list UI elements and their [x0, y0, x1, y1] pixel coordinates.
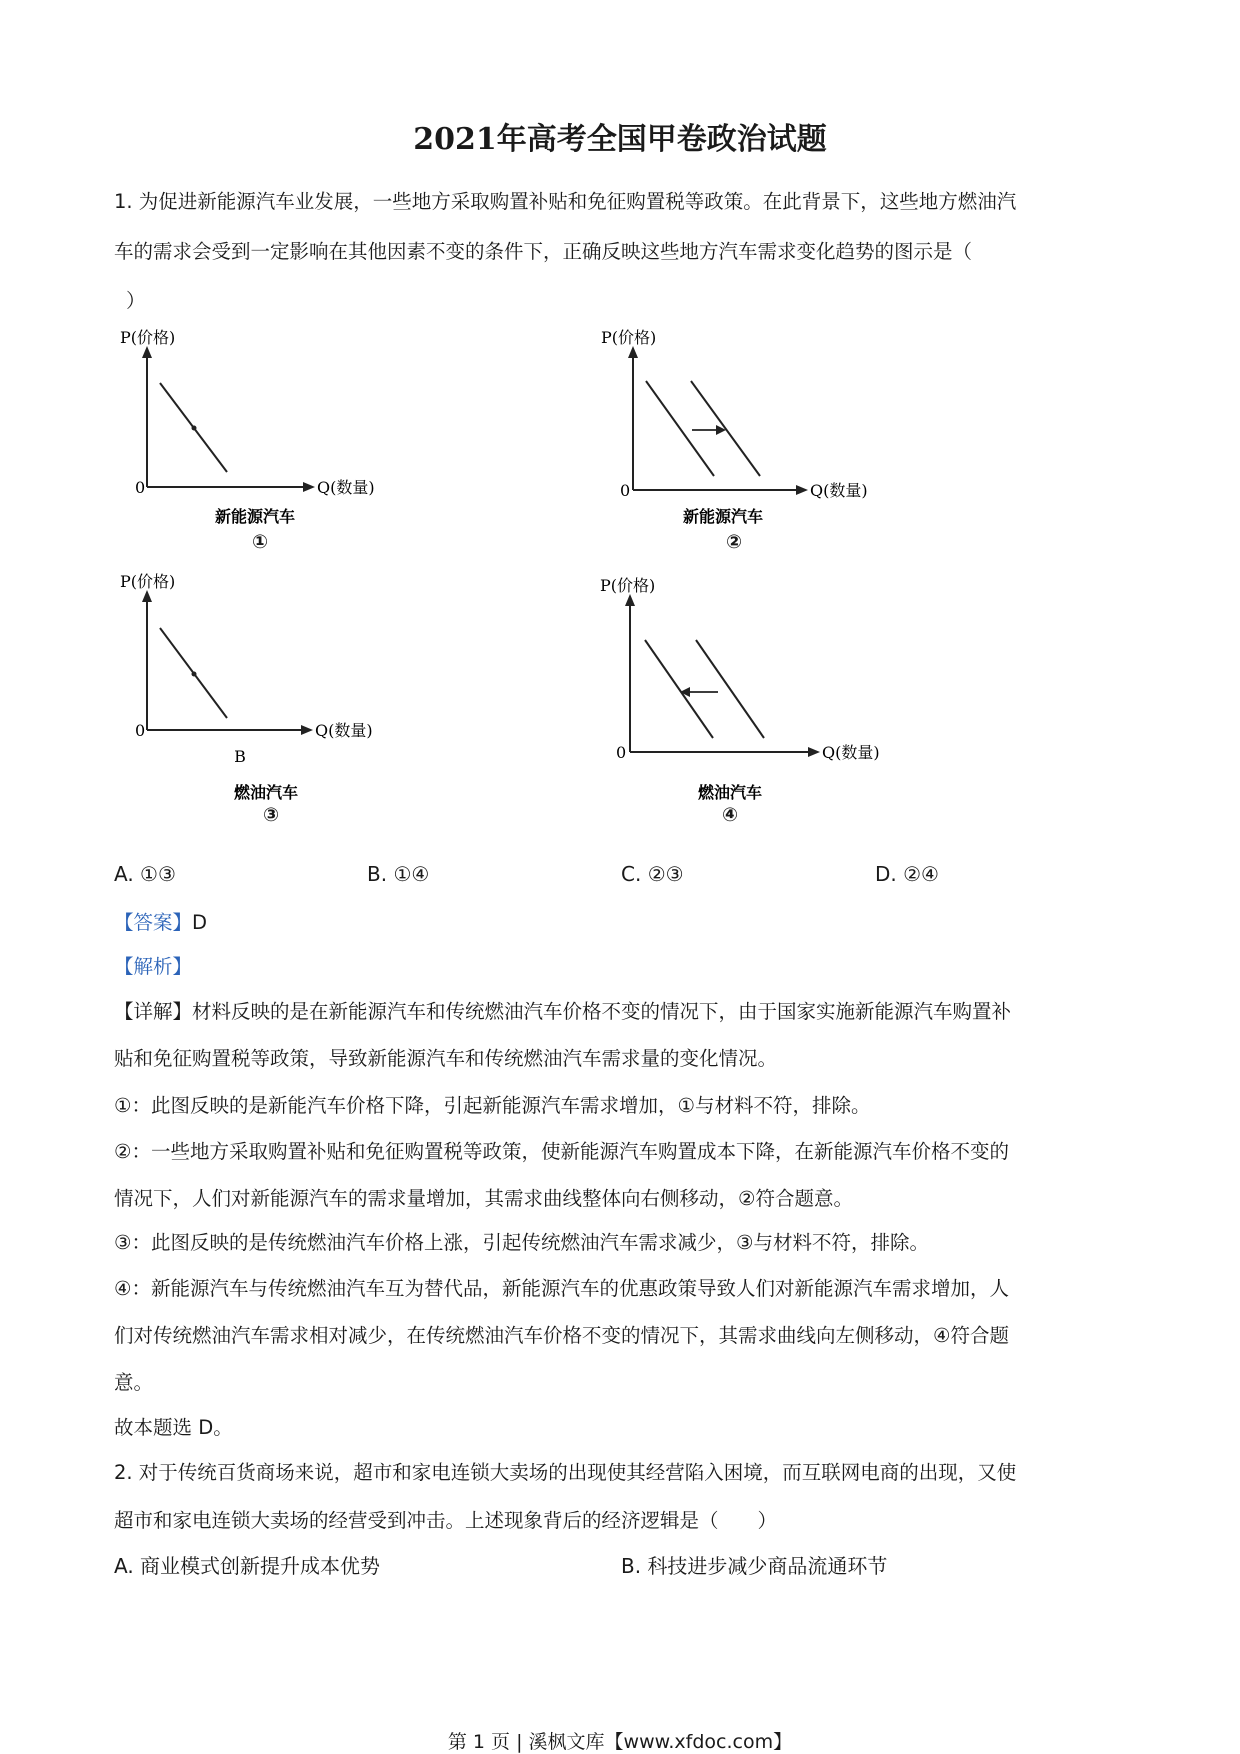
origin-label: 0 [616, 743, 627, 762]
graph-caption: 燃油汽车 [233, 783, 299, 802]
q1-stem-line-1: 1. 为促进新能源汽车业发展，一些地方采取购置补贴和免征购置税等政策。在此背景下，这些地方燃油汽 [114, 190, 1017, 213]
graph-number: ① [251, 531, 269, 553]
detail-line-2: 贴和免征购置税等政策，导致新能源汽车和传统燃油汽车需求量的变化情况。 [114, 1047, 778, 1070]
answer-tag: 【答案】 [114, 911, 193, 934]
page-footer: 第 1 页 | 溪枫文库【www.xfdoc.com】 [447, 1731, 793, 1753]
answer-line [114, 907, 207, 935]
option-d[interactable] [875, 862, 939, 886]
option-text: ①④ [393, 862, 430, 886]
quantity-axis-label: Q(数量) [315, 721, 373, 740]
detail-text: 材料反映的是在新能源汽车和传统燃油汽车价格不变的情况下，由于国家实施新能源汽车购置补 [192, 1000, 1012, 1023]
analysis-point-2-line-2: 情况下，人们对新能源汽车的需求量增加，其需求曲线整体向右侧移动，②符合题意。 [114, 1187, 853, 1210]
quantity-axis-label: Q(数量) [822, 743, 880, 762]
graph-extra-label: B [234, 747, 246, 766]
option-letter: A. [114, 862, 134, 886]
option-letter: B. [621, 1554, 642, 1578]
graph-caption: 燃油汽车 [697, 783, 763, 802]
demand-graph-1 [115, 326, 405, 553]
option-text: 商业模式创新提升成本优势 [140, 1554, 381, 1578]
demand-graph-3 [115, 572, 405, 832]
graph-caption: 新能源汽车 [214, 507, 296, 526]
option-text: ②③ [647, 862, 684, 886]
demand-graph-2 [598, 326, 888, 553]
price-axis-label: P(价格) [600, 576, 656, 595]
graph-number: ② [725, 531, 743, 553]
graph-caption: 新能源汽车 [682, 507, 764, 526]
option-letter: A. [114, 1554, 134, 1578]
analysis-point-4-line-1: ④：新能源汽车与传统燃油汽车互为替代品，新能源汽车的优惠政策导致人们对新能源汽车需求增加，人 [114, 1277, 1009, 1300]
quantity-axis-label: Q(数量) [317, 478, 375, 497]
origin-label: 0 [620, 481, 631, 500]
analysis-point-2-line-1: ②：一些地方采取购置补贴和免征购置税等政策，使新能源汽车购置成本下降，在新能源汽车价格不变的 [114, 1140, 1009, 1163]
option-letter: D. [875, 862, 897, 886]
analysis-point-4-line-2: 们对传统燃油汽车需求相对减少，在传统燃油汽车价格不变的情况下，其需求曲线向左侧移动，④符合题 [114, 1324, 1009, 1347]
origin-label: 0 [135, 721, 146, 740]
option-letter: B. [367, 862, 388, 886]
analysis-tag: 【解析】 [114, 955, 193, 978]
quantity-axis-label: Q(数量) [810, 481, 868, 500]
price-axis-label: P(价格) [120, 328, 176, 347]
detail-line-1 [114, 996, 1011, 1024]
demand-graph-4 [600, 574, 900, 834]
conclusion: 故本题选 D。 [114, 1416, 233, 1439]
graph-number: ④ [721, 804, 739, 826]
graph-number: ③ [262, 804, 280, 826]
detail-tag: 【详解】 [114, 1000, 193, 1023]
answer-value: D [192, 911, 208, 934]
q2-stem-line-2: 超市和家电连锁大卖场的经营受到冲击。上述现象背后的经济逻辑是（ ） [114, 1509, 778, 1532]
analysis-point-3: ③：此图反映的是传统燃油汽车价格上涨，引起传统燃油汽车需求减少，③与材料不符，排除。 [114, 1231, 929, 1254]
analysis-point-4-line-3: 意。 [114, 1371, 154, 1394]
price-axis-label: P(价格) [601, 328, 657, 347]
option-letter: C. [621, 862, 642, 886]
analysis-point-1: ①：此图反映的是新能汽车价格下降，引起新能源汽车需求增加，①与材料不符，排除。 [114, 1094, 871, 1117]
option-text: 科技进步减少商品流通环节 [647, 1554, 888, 1578]
q1-stem-line-2: 车的需求会受到一定影响在其他因素不变的条件下，正确反映这些地方汽车需求变化趋势的图示是（ [114, 240, 973, 263]
q2-option-a[interactable] [114, 1550, 380, 1579]
page-title: 2021年高考全国甲卷政治试题 [413, 122, 827, 157]
q2-option-b[interactable] [621, 1550, 887, 1579]
q1-stem-line-3: ） [126, 289, 146, 312]
option-c[interactable] [621, 862, 684, 886]
option-text: ①③ [140, 862, 176, 886]
q2-stem-line-1: 2. 对于传统百货商场来说，超市和家电连锁大卖场的出现使其经营陷入困境，而互联网电商的出现，又使 [114, 1461, 1017, 1484]
option-b[interactable] [367, 862, 429, 886]
option-text: ②④ [903, 862, 939, 886]
price-axis-label: P(价格) [120, 572, 176, 591]
option-a[interactable] [114, 862, 176, 886]
origin-label: 0 [135, 478, 146, 497]
